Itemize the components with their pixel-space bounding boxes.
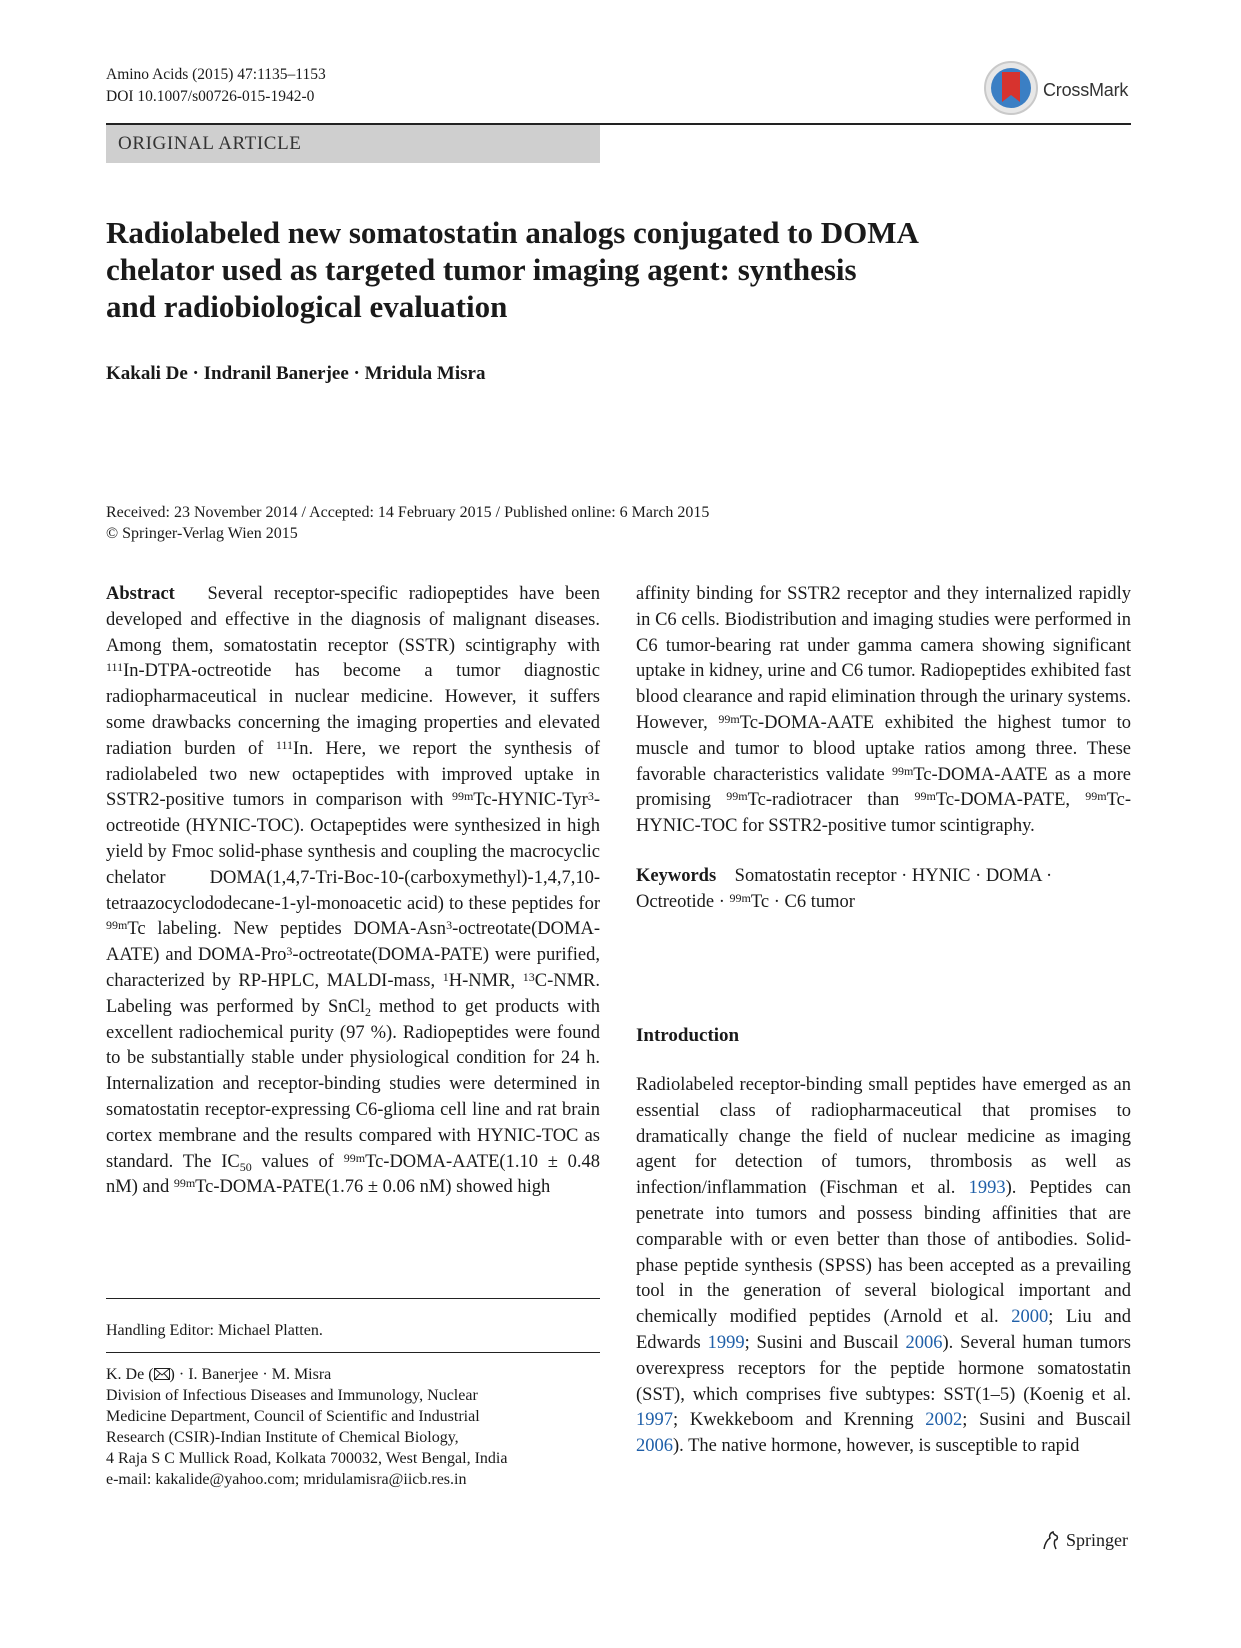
publisher-label: Springer <box>1066 1530 1128 1550</box>
citation-link[interactable]: 2002 <box>925 1410 963 1431</box>
title-line: chelator used as targeted tumor imaging agent: synthesis <box>106 252 857 287</box>
handling-editor-note: Handling Editor: Michael Platten. <box>106 1322 323 1339</box>
crossmark-badge[interactable] <box>983 60 1133 124</box>
citation-link[interactable]: 1999 <box>707 1332 745 1353</box>
introduction-paragraph: Radiolabeled receptor-binding small peptides have emerged as an essential class of radiopharmaceutical that promises to dramatically change the field of nuclear medicine as imaging agent for detection of tumors, thrombosis as well as infection/inflammation (Fischman et al. 1993). Peptides can penetrate into tumors and possess binding affinities that are comparable with or even better than those of antibodies. Solid-phase peptide synthesis (SPSS) has been accepted as a prevailing tool in the generation of several biological important and chemically modified peptides (Arnold et al. 2000; Liu and Edwards 1999; Susini and Buscail 2006). Several human tumors overexpress receptors for the peptide hormone somatostatin (SST), which comprises five subtypes: SST(1–5) (Koenig et al. 1997; Kwekkeboom and Krenning 2002; Susini and Buscail 2006). The native hormone, however, is susceptible to rapid <box>636 1075 1131 1457</box>
affiliation-line: Division of Infectious Diseases and Immunology, Nuclear <box>106 1387 478 1404</box>
envelope-icon <box>154 1368 170 1380</box>
introduction-body <box>636 1073 1131 1460</box>
footnote-divider <box>106 1298 600 1299</box>
keywords-paragraph: Keywords Somatostatin receptor · HYNIC · DOMA · Octreotide · $^{99m}$Tc · C6 tumor <box>636 865 1053 912</box>
email-line[interactable]: e-mail: kakalide@yahoo.com; mridulamisra@iicb.res.in <box>106 1471 467 1488</box>
citation-link[interactable]: 2006 <box>636 1436 673 1457</box>
affiliation-line: Medicine Department, Council of Scientific and Industrial <box>106 1408 480 1425</box>
keywords-heading: Keywords <box>636 865 717 886</box>
abstract-paragraph: Abstract Several receptor-specific radiopeptides have been developed and effective in the diagnosis of malignant diseases. Among them, somatostatin receptor (SSTR) scintigraphy with $^{111}$In-DTPA-octreotide has become a tumor diagnostic radiopharmaceutical in nuclear medicine. However, it suffers some drawbacks concerning the imaging properties and elevated radiation burden of $^{111}$In. Here, we report the synthesis of radiolabeled two new octapeptides with improved uptake in SSTR2-positive tumors in comparison with $^{99m}$Tc-HYNIC-Tyr$^3$-octreotide (HYNIC-TOC). Octapeptides were synthesized in high yield by Fmoc solid-phase synthesis and coupling the macrocyclic chelator DOMA(1,4,7-Tri-Boc-10-(carboxymethyl)-1,4,7,10-tetraazocyclododecane-1-yl-monoacetic acid) to these peptides for $^{99m}$Tc labeling. New peptides DOMA-Asn$^3$-octreotate(DOMA-AATE) and DOMA-Pro$^3$-octreotate(DOMA-PATE) were purified, characterized by RP-HPLC, MALDI-mass, $^1$H-NMR, $^{13}$C-NMR. Labeling was performed by SnCl$_2$ method to get products with excellent radiochemical purity (97 %). Radiopeptides were found to be substantially stable under physiological condition for 24 h. Internalization and receptor-binding studies were determined in somatostatin receptor-expressing C6-glioma cell line and rat brain cortex membrane and the results compared with HYNIC-TOC as standard. The $IC_{50}$ values of $^{99m}$Tc-DOMA-AATE(1.10 ± 0.48 nM) and $^{99m}$Tc-DOMA-PATE(1.76 ± 0.06 nM) showed high <box>106 584 601 1198</box>
journal-citation <box>106 64 326 108</box>
publication-dates <box>106 502 709 544</box>
abstract-continuation: affinity binding for SSTR2 receptor and they internalized rapidly in C6 cells. Biodistribution and imaging studies were performed in C6 tumor-bearing rat under gamma camera showing significant uptake in kidney, urine and C6 tumor. Radiopeptides exhibited fast blood clearance and rapid elimination through the urinary systems. However, $^{99m}$Tc-DOMA-AATE exhibited the highest tumor to muscle and tumor to blood uptake ratios among three. These favorable characteristics validate $^{99m}$Tc-DOMA-AATE as a more promising $^{99m}$Tc-radiotracer than $^{99m}$Tc-DOMA-PATE, $^{99m}$Tc-HYNIC-TOC for SSTR2-positive tumor scintigraphy. <box>636 584 1132 837</box>
article-type-label: ORIGINAL ARTICLE <box>118 133 302 154</box>
citation-link[interactable]: 1993 <box>968 1178 1006 1199</box>
citation-link[interactable]: 2000 <box>1011 1307 1049 1328</box>
article-title <box>106 214 1026 325</box>
corresponding-author-line: K. De ( ) · I. Banerjee · M. Misra <box>106 1366 332 1383</box>
doi-line: DOI 10.1007/s00726-015-1942-0 <box>106 88 315 105</box>
affiliation-line: 4 Raja S C Mullick Road, Kolkata 700032, West Bengal, India <box>106 1450 508 1467</box>
title-line: and radiobiological evaluation <box>106 289 508 324</box>
citation-link[interactable]: 2006 <box>905 1332 943 1353</box>
abstract-heading: Abstract <box>106 584 175 604</box>
title-line: Radiolabeled new somatostatin analogs conjugated to DOMA <box>106 215 919 250</box>
section-heading-introduction: Introduction <box>636 1025 740 1046</box>
abstract-column-left <box>106 582 600 1201</box>
abstract-column-right <box>636 582 1131 916</box>
author-affiliation <box>106 1364 600 1490</box>
springer-logo <box>1040 1528 1140 1556</box>
affiliation-divider <box>106 1352 600 1353</box>
article-type-banner <box>106 125 600 163</box>
crossmark-icon <box>983 60 1039 116</box>
author-list: Kakali De · Indranil Banerjee · Mridula Misra <box>106 363 486 384</box>
citation-link[interactable]: 1997 <box>636 1410 673 1431</box>
copyright-line: © Springer-Verlag Wien 2015 <box>106 525 298 542</box>
crossmark-label: CrossMark <box>1043 80 1129 100</box>
abstract-continued-text: Tc-DOMA-PATE(1.76 ± 0.06 nM) showed high <box>195 1177 551 1198</box>
springer-horse-icon <box>1040 1530 1062 1552</box>
affiliation-line: Research (CSIR)-Indian Institute of Chemical Biology, <box>106 1429 459 1446</box>
journal-line: Amino Acids (2015) 47:1135–1153 <box>106 66 326 83</box>
received-accepted-line: Received: 23 November 2014 / Accepted: 14 February 2015 / Published online: 6 March 2015 <box>106 504 710 521</box>
